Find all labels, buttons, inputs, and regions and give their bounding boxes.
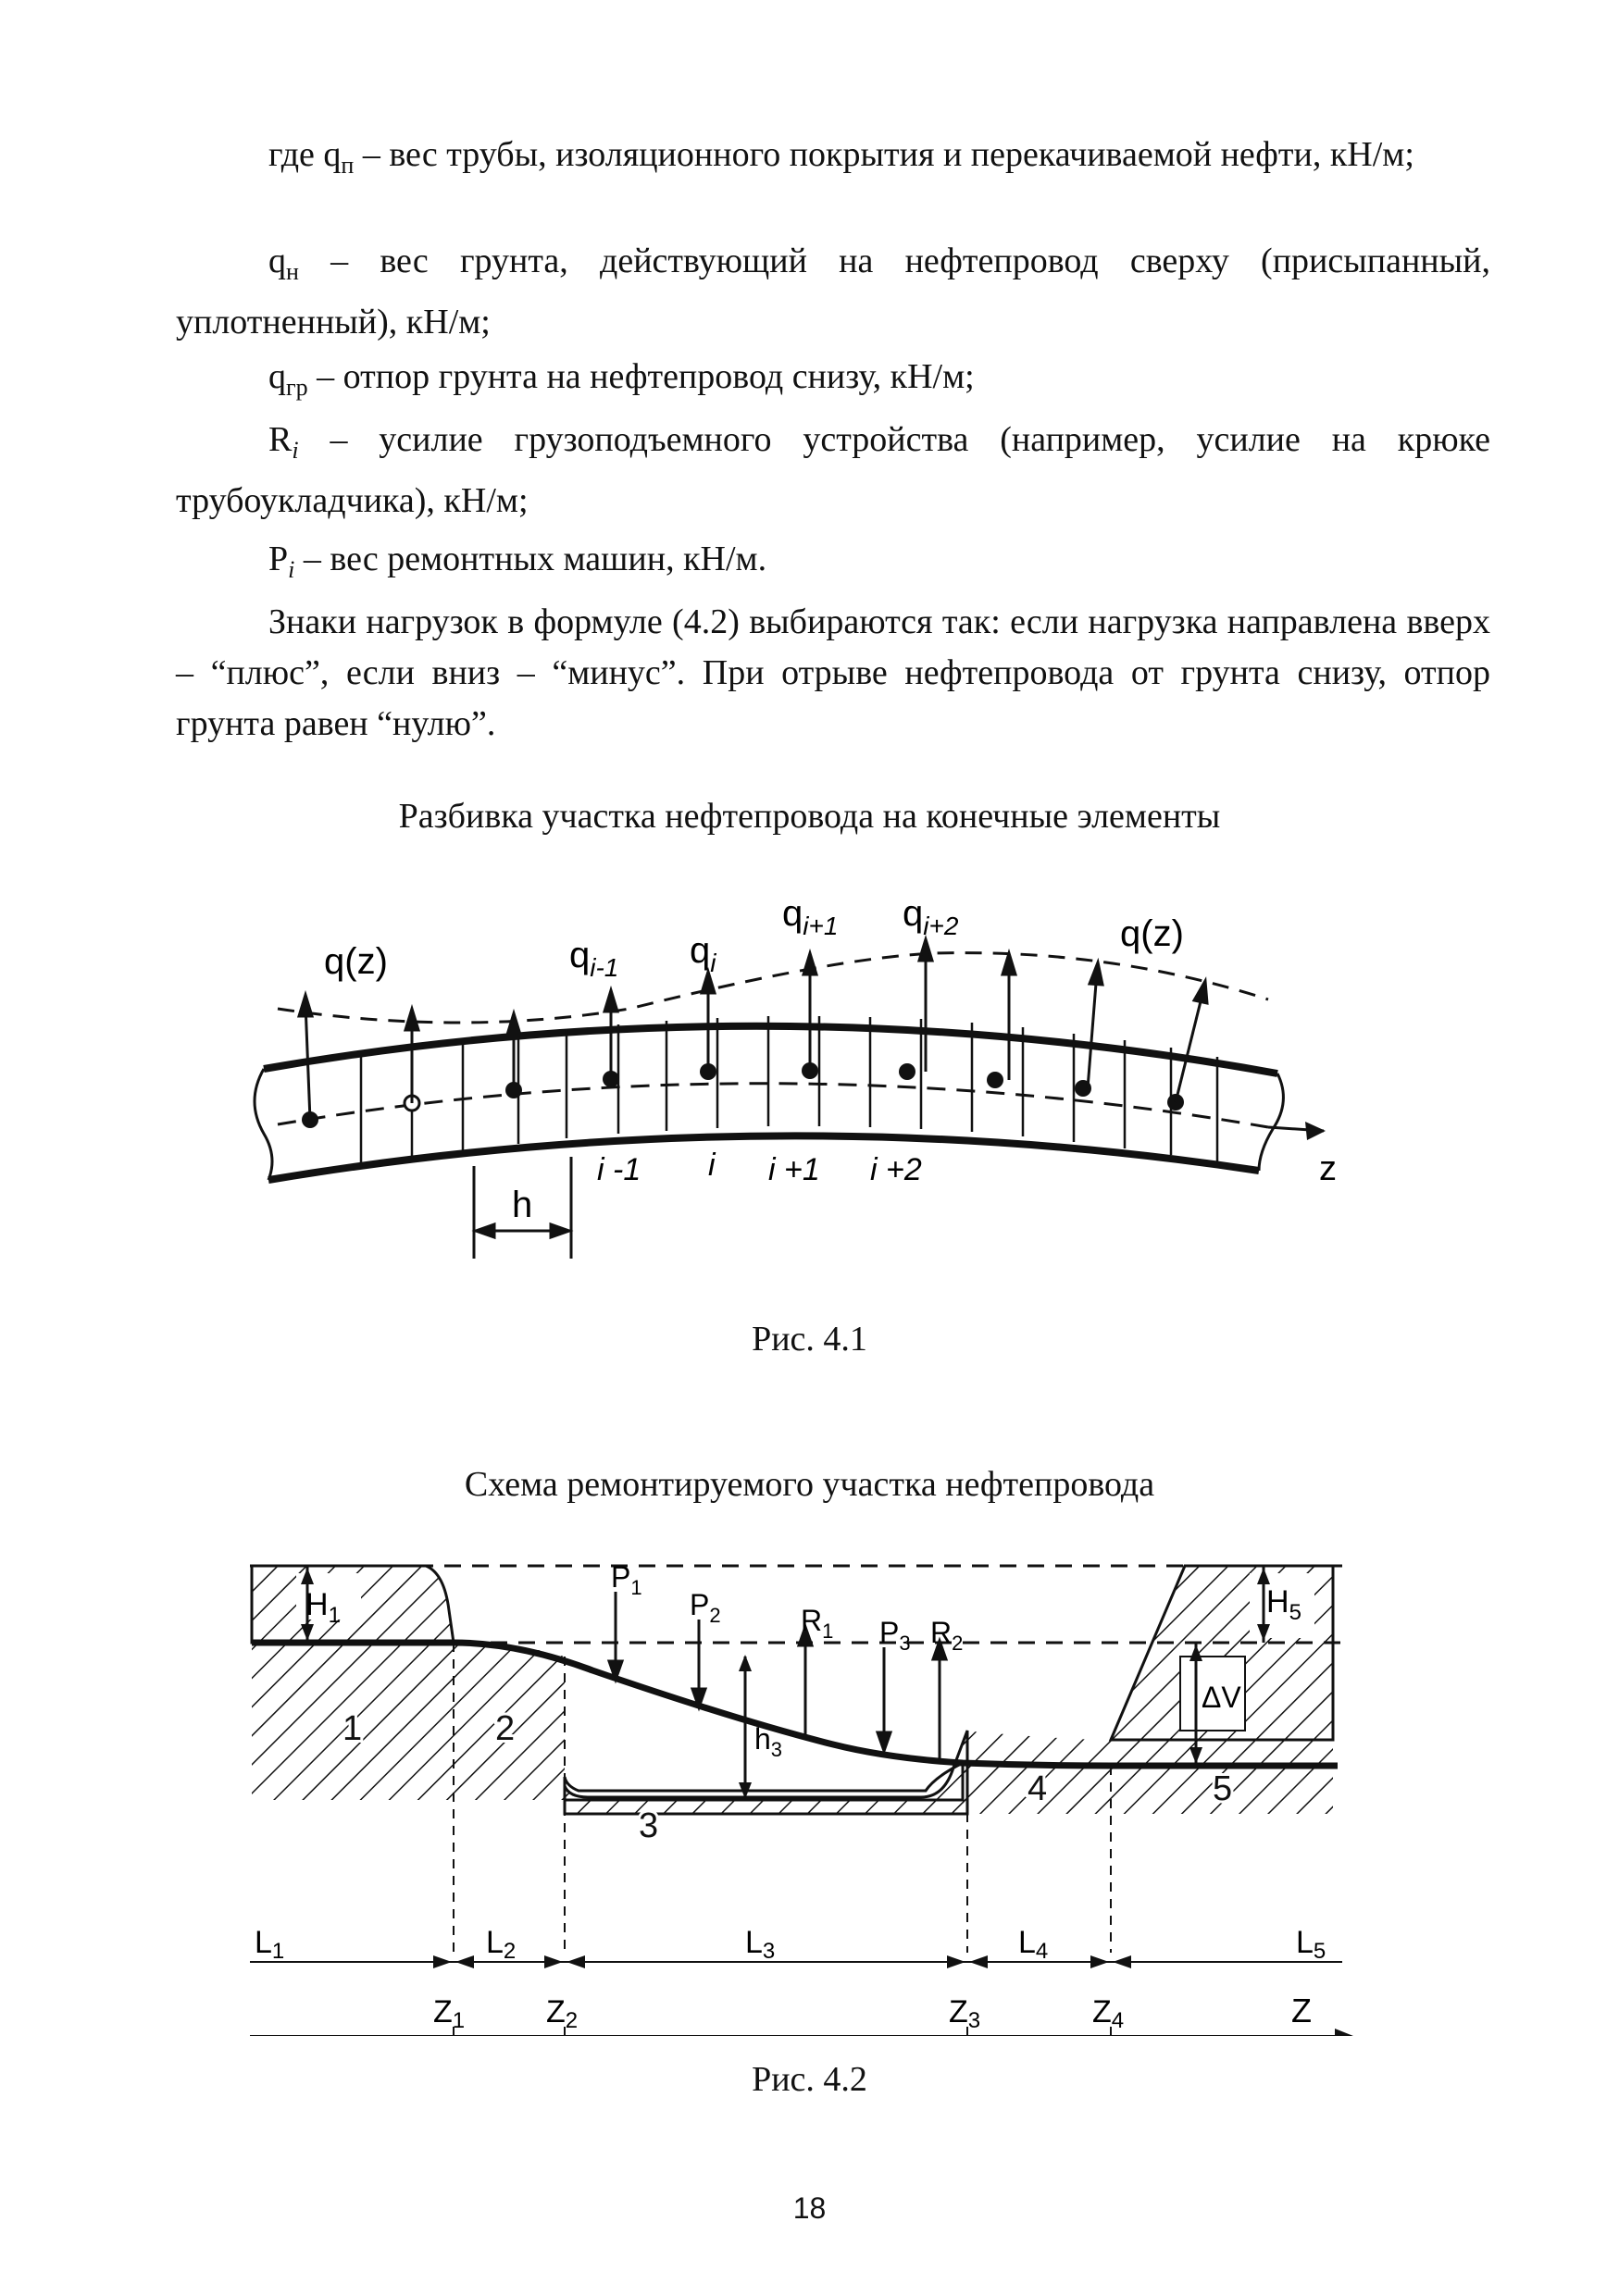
- signs-paragraph: Знаки нагрузок в формуле (4.2) выбираются так: если нагрузка направлена вверх – “плюс”, если вниз – “минус”. При отрыве нефтепровода от грунта снизу, отпор грунта равен “нулю”.: [176, 602, 1490, 743]
- figure1-diagram: [0, 888, 1619, 1277]
- l2-label: L2: [486, 1925, 517, 1964]
- dv-label: ΔV: [1202, 1681, 1241, 1714]
- l3-label: L3: [745, 1925, 776, 1964]
- figure2-caption: Рис. 4.2: [752, 2060, 867, 2099]
- pipe-centerline: [278, 1084, 1268, 1127]
- qz-right-label: q(z): [1120, 913, 1184, 954]
- h3-label: $h_3$: [754, 1722, 783, 1761]
- q-ip2-label: $q_{i+2}$: [903, 893, 959, 940]
- soil-zone-1-2: [252, 1643, 565, 1800]
- p1-label: $P_1$: [611, 1560, 642, 1599]
- figure2-title: Схема ремонтируемого участка нефтепровода: [464, 1465, 1155, 1504]
- legend-qgr: $q_{гр}$ – отпор грунта на нефтепровод снизу, кН/м;: [268, 357, 975, 401]
- soil-zone-4-5: [963, 1731, 1333, 1814]
- figure1-caption: Рис. 4.1: [752, 1320, 867, 1359]
- pipe-bottom: [268, 1136, 1259, 1180]
- node-i-label: i: [708, 1148, 716, 1183]
- legend-pi: $P_i$ – вес ремонтных машин, кН/м.: [268, 540, 767, 583]
- z1-label: Z1: [433, 1994, 466, 2033]
- figure2-diagram: [0, 1555, 1619, 2036]
- l1-label: L1: [255, 1925, 285, 1964]
- q-ip1-label: $q_{i+1}$: [782, 893, 839, 940]
- h-label: h: [512, 1185, 533, 1225]
- legend-qp: где $q_п$ – вес трубы, изоляционного покрытия и перекачиваемой нефти, кН/м;: [268, 135, 1414, 179]
- zone-2-label: 2: [495, 1709, 516, 1748]
- r2-label: $R_2$: [930, 1616, 964, 1655]
- node-ip1-label: i +1: [768, 1152, 820, 1187]
- load-curve: [278, 953, 1268, 1023]
- node-ip2-label: i +2: [870, 1152, 922, 1187]
- z-axis-label: z: [1319, 1149, 1337, 1188]
- page-number: 18: [792, 2191, 827, 2225]
- qz-left-label: q(z): [324, 941, 388, 982]
- z2-label: Z2: [546, 1994, 579, 2033]
- zone-4-label: 4: [1027, 1769, 1048, 1808]
- figure1-title: Разбивка участка нефтепровода на конечные элементы: [398, 797, 1221, 836]
- h5-label: $H_5$: [1266, 1584, 1301, 1625]
- zone-5-label: 5: [1213, 1769, 1233, 1808]
- z-axis-label-2: Z: [1291, 1992, 1312, 2029]
- h1-label: $H_1$: [305, 1587, 341, 1628]
- q-im1-label: $q_{i-1}$: [569, 935, 619, 982]
- r1-label: $R_1$: [801, 1604, 834, 1643]
- l4-label: L4: [1018, 1925, 1049, 1964]
- p3-label: $P_3$: [879, 1616, 911, 1655]
- zone-3-label: 3: [639, 1806, 659, 1845]
- q-i-label: $q_i$: [690, 930, 716, 977]
- zone-1-label: 1: [342, 1709, 363, 1748]
- z4-label: Z4: [1092, 1994, 1125, 2033]
- z3-label: Z3: [949, 1994, 981, 2033]
- node-im1-label: i -1: [597, 1152, 641, 1187]
- p2-label: $P_2$: [690, 1588, 721, 1627]
- legend-qn: $q_н$ – вес грунта, действующий на нефтепровод сверху (присыпанный, уплотненный), кН/м;: [176, 242, 1490, 341]
- legend-ri: $R_i$ – усилие грузоподъемного устройства (например, усилие на крюке трубоукладчика), кН/м;: [176, 420, 1490, 520]
- element-nodes: [302, 1062, 1184, 1128]
- l5-label: L5: [1296, 1925, 1326, 1964]
